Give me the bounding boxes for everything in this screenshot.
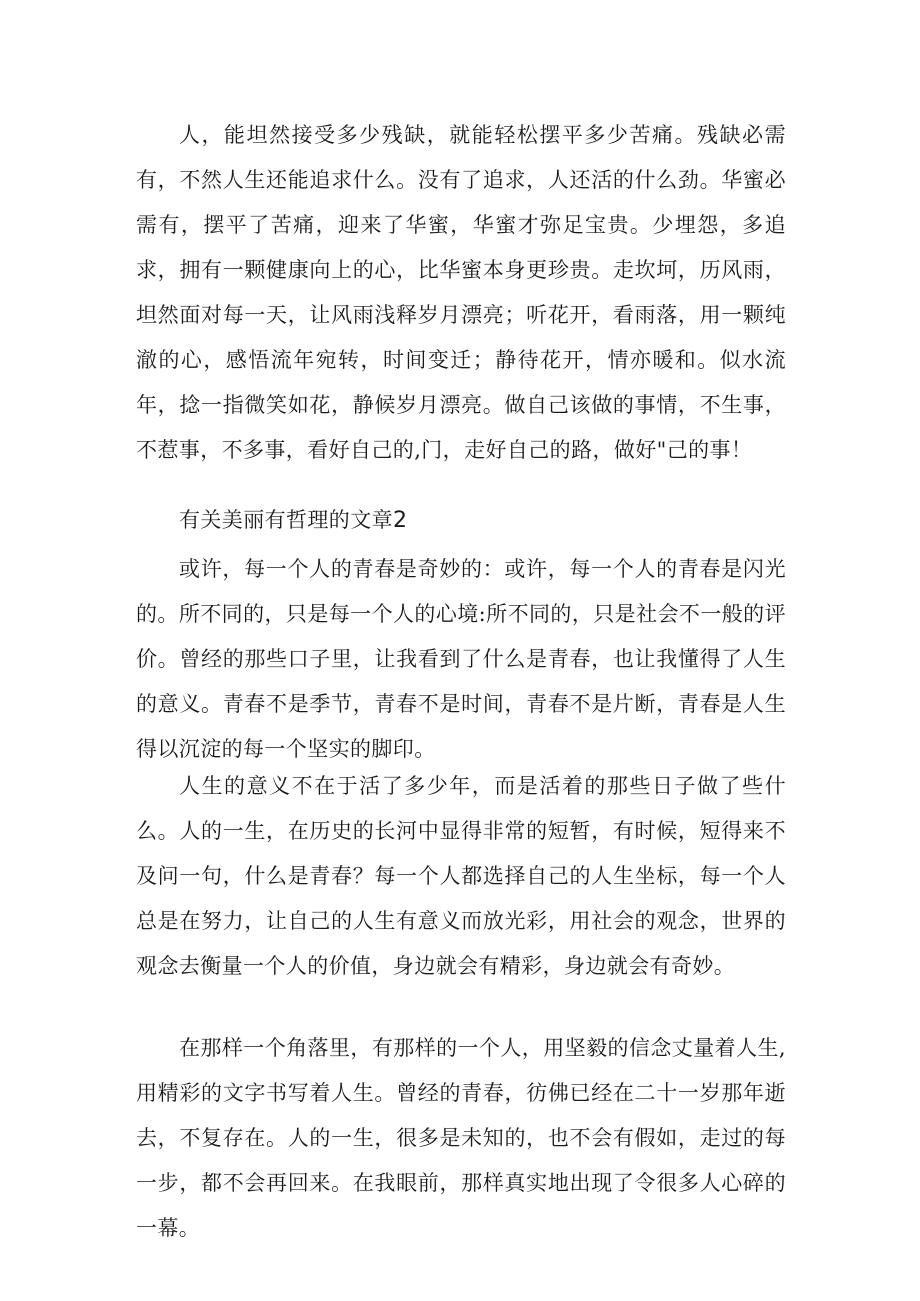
paragraph-2: 或许，每一个人的青春是奇妙的：或许，每一个人的青春是闪光的。所不同的，只是每一个人的心境:所不同的，只是社会不一般的评价。曾经的那些口子里，让我看到了什么是青春，也让我懂得了人生的意义。青春不是季节，青春不是时间，青春不是片断，青春是人生得以沉淀的每一个坚实的脚印。: [136, 557, 786, 761]
paragraph-4: 在那样一个角落里，有那样的一个人，用坚毅的信念丈量着人生,用精彩的文字书写着人生。曾经的青春，彷佛已经在二十一岁那年逝去，不复存在。人的一生，很多是未知的，也不会有假如，走过的每一步，都不会再回来。在我眼前，那样真实地出现了令很多人心碎的一幕。: [136, 1036, 786, 1240]
section-heading: [179, 500, 407, 541]
section-heading-text: 有关美丽有哲理的文章: [179, 508, 393, 532]
section-heading-number: 2: [393, 508, 408, 533]
paragraph-3: 人生的意义不在于活了多少年，而是活着的那些日子做了些什么。人的一生，在历史的长河中显得非常的短暂，有时候，短得来不及问一句，什么是青春？每一个人都选择自己的人生坐标，每一个人总是在努力，让自己的人生有意义而放光彩，用社会的观念，世界的观念去衡量一个人的价值，身边就会有精彩，身边就会有奇妙。: [136, 774, 786, 978]
paragraph-1: 人，能坦然接受多少残缺，就能轻松摆平多少苦痛。残缺必需有，不然人生还能追求什么。没有了追求，人还活的什么劲。华蜜必需有，摆平了苦痛，迎来了华蜜，华蜜才弥足宝贵。少埋怨，多追求，拥有一颗健康向上的心，比华蜜本身更珍贵。走坎坷，历风雨，坦然面对每一天，让风雨浅释岁月漂亮；听花开，看雨落，用一颗纯澈的心，感悟流年宛转，时间变迁；静待花开，情亦暖和。似水流年，捻一指微笑如花，静候岁月漂亮。做自己该做的事情，不生事，不惹事，不多事，看好自己的,门，走好自己的路，做好"己的事！: [136, 123, 786, 462]
